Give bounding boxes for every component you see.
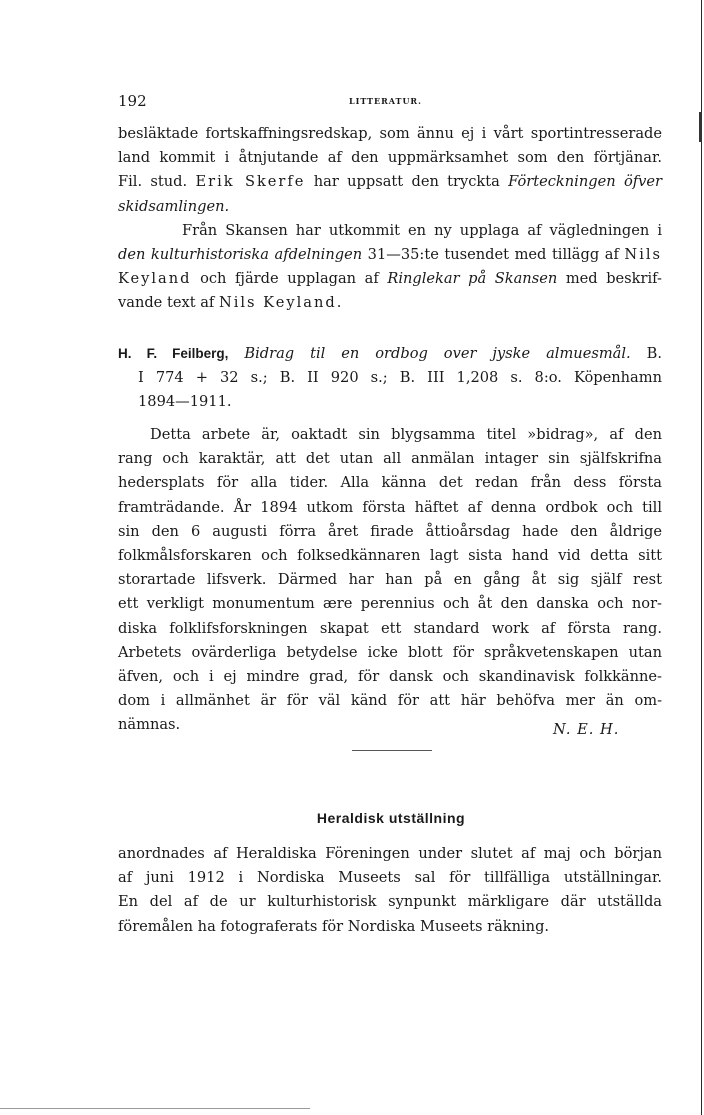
text-line <box>118 243 662 267</box>
text-line: besläktade fortskaffningsredskap, som ännu ej i vårt sportintresserade <box>118 125 662 142</box>
text-line: Detta arbete är, oaktadt sin blygsamma titel »bidrag», af den <box>150 426 662 443</box>
entry-author: H. F. Feilberg, <box>118 346 229 361</box>
text-line <box>118 267 662 291</box>
text-line: anordnades af Heraldiska Föreningen under slutet af maj och början <box>118 845 662 862</box>
page-bottom-line <box>0 1108 310 1109</box>
text-run: med beskrif- <box>557 270 662 288</box>
text-line: föremålen ha fotograferats för Nordiska Museets räkning. <box>118 917 550 935</box>
text-line: folkmålsforskaren och folksedkännaren lagt sista hand vid detta sitt <box>118 547 662 565</box>
entry-title: Bidrag til en ordbog over jyske almuesmål. <box>244 345 631 362</box>
text-line: En del af de ur kulturhistorisk synpunkt märkligare där utställda <box>118 893 662 911</box>
text-line: af juni 1912 i Nordiska Museets sal för tillfälliga utställningar. <box>118 869 662 887</box>
paragraph-skis <box>118 122 662 316</box>
page-edge-mark <box>699 112 702 142</box>
book-title: skidsamlingen. <box>118 197 230 215</box>
person-name: Nils <box>624 246 663 264</box>
text-line: Från Skansen har utkommit en ny upplaga af vägledningen i <box>182 221 662 239</box>
text-run: vande text af <box>118 294 219 312</box>
text-run: Fil. stud. <box>118 173 196 191</box>
book-title: Ringlekar på Skansen <box>387 270 558 288</box>
person-name: Nils Keyland <box>218 294 337 312</box>
text-run: har uppsatt den tryckta <box>305 173 509 191</box>
text-line: ett verkligt monumentum ære perennius och åt den danska och nor- <box>118 595 662 613</box>
text-line: land kommit i åtnjutande af den uppmärksamhet som den förtjänar. <box>118 149 662 167</box>
text-line: Arbetets ovärderliga betydelse icke blott för språkvetenskapen utan <box>118 643 662 661</box>
text-line: äfven, och i ej mindre grad, för dansk och skandinavisk folkkänne- <box>118 668 662 686</box>
entry-years: 1894—1911. <box>138 393 232 411</box>
section-divider <box>352 750 432 751</box>
page-number: 192 <box>118 92 147 110</box>
text-line: sin den 6 augusti förra året firade åttioårsdag hade den åldrige <box>118 522 662 540</box>
book-title: den kulturhistoriska afdelningen <box>118 246 363 264</box>
text-line <box>118 170 662 194</box>
review-text <box>118 423 662 738</box>
text-line: storartade lifsverk. Därmed har han på en gång åt sig själf rest <box>118 571 662 589</box>
bibliography-entry <box>118 342 662 415</box>
text-line <box>118 342 662 366</box>
text-line <box>118 291 662 315</box>
text-line: hedersplats för alla tider. Alla känna det redan från dess första <box>118 474 662 492</box>
book-title: Förteckningen öfver <box>508 173 662 191</box>
text-run: och fjärde upplagan af <box>191 270 388 288</box>
text-line: rang och karaktär, att det utan all anmälan intager sin själfskrifna <box>118 450 662 468</box>
person-name: Erik Skerfe <box>195 173 306 191</box>
section-heading: Heraldisk utställning <box>316 810 466 826</box>
text-line: dom i allmänhet är för väl känd för att här behöfva mer än om- <box>118 692 662 710</box>
text-run: . <box>336 294 342 312</box>
text-line: diska folklifsforskningen skapat ett standard work af första rang. <box>118 619 662 637</box>
person-name: Keyland <box>118 270 192 288</box>
running-head <box>118 92 662 112</box>
section-label: LITTERATUR. <box>349 96 422 106</box>
text-line: framträdande. År 1894 utkom första häftet af denna ordbok och till <box>118 498 662 516</box>
text-line: nämnas. <box>118 716 181 734</box>
entry-volumes: I 774 + 32 s.; B. II 920 s.; B. III 1,208 s. 8:o. Köpenhamn <box>138 369 662 387</box>
text-run: B. <box>646 345 663 362</box>
page-edge-line <box>701 0 702 1115</box>
review-signature: N. E. H. <box>553 721 620 738</box>
text-run: 31—35:te tusendet med tillägg af <box>362 246 625 264</box>
paragraph-heraldry <box>118 842 662 939</box>
